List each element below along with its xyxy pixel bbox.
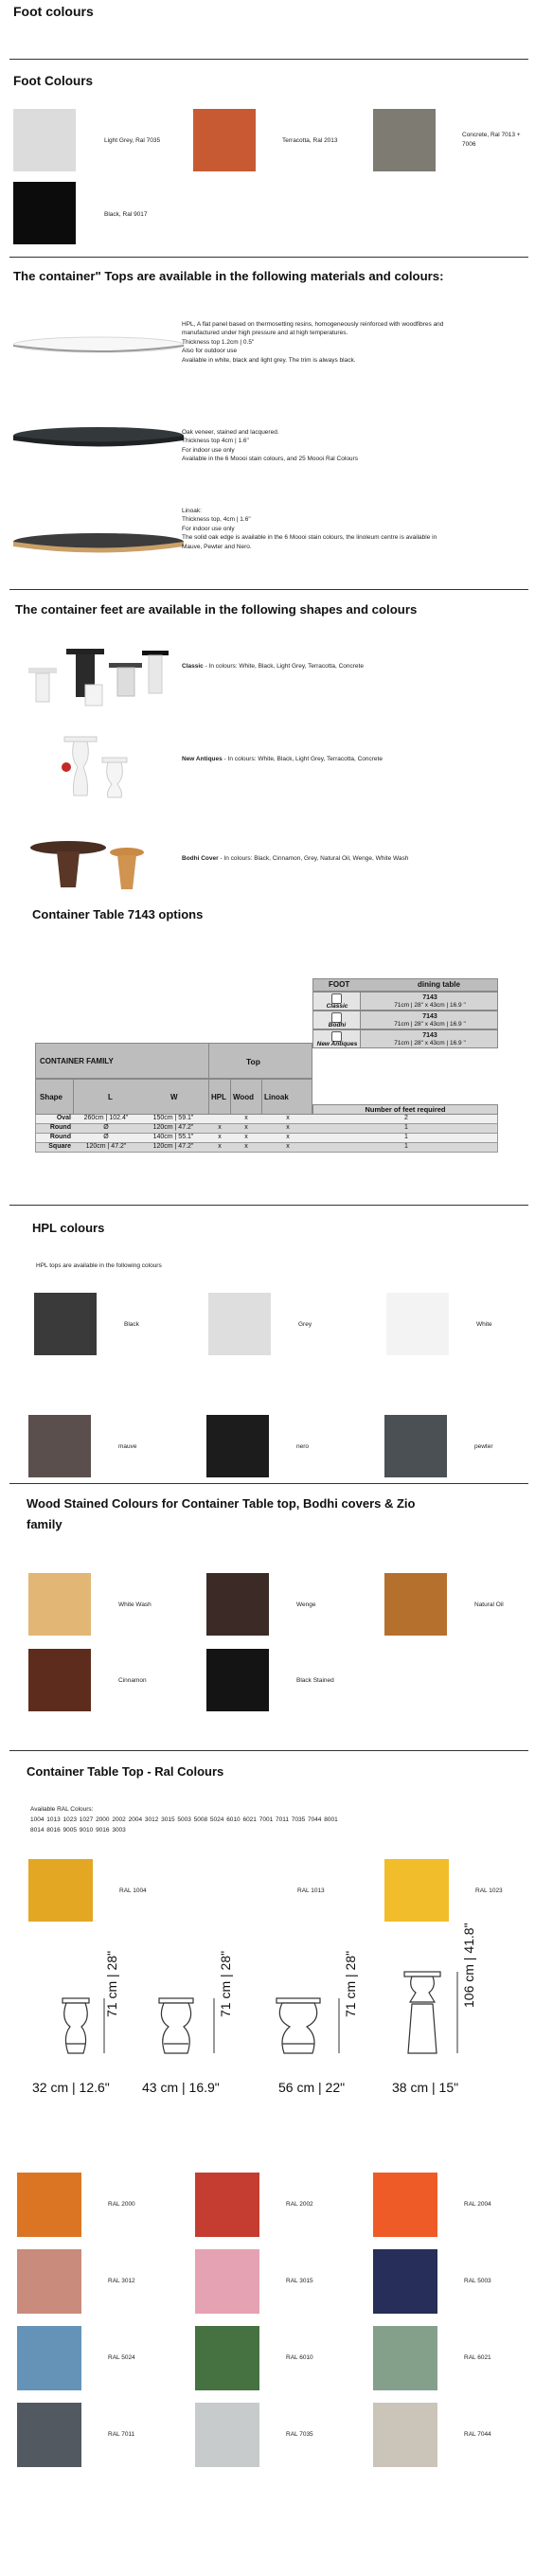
color-swatch xyxy=(195,2249,259,2314)
swatch-label: Terracotta, Ral 2013 xyxy=(282,137,338,144)
divider xyxy=(9,59,528,60)
options-cell-feet: 1 xyxy=(404,1124,408,1131)
swatch-concrete xyxy=(373,109,436,171)
table-code: 7143 xyxy=(422,1013,437,1020)
color-swatch xyxy=(384,1573,447,1636)
feet-required-header: Number of feet required xyxy=(312,1104,498,1115)
foot-header: FOOT xyxy=(329,980,350,989)
swatch-label: Black, Ral 9017 xyxy=(104,211,148,218)
swatch-label: RAL 2000 xyxy=(108,2201,135,2208)
color-swatch xyxy=(17,2249,81,2314)
foot-name: Classic xyxy=(326,1003,348,1010)
oak-description: Oak veneer, stained and lacquered. Thickness top 4cm | 1.6" For indoor use only Available in the 6 Moooi stain colours, and 25 Moooi Ral Colours xyxy=(182,429,358,463)
color-swatch xyxy=(373,2403,437,2467)
swatch-label: RAL 1004 xyxy=(119,1887,147,1894)
feet-heading: The container feet are available in the following shapes and colours xyxy=(15,602,418,617)
dim-width-3: 56 cm | 22" xyxy=(278,2080,346,2095)
options-cell-w: 150cm | 59.1" xyxy=(152,1115,194,1121)
color-swatch xyxy=(384,1415,447,1477)
swatch-label: RAL 6010 xyxy=(286,2354,313,2361)
foot-name: New Antiques xyxy=(316,1041,358,1047)
swatch-label: Cinnamon xyxy=(118,1677,147,1684)
options-cell-w: 140cm | 55.1" xyxy=(152,1134,194,1140)
swatch-label: Grey xyxy=(298,1321,312,1328)
table-code: 7143 xyxy=(422,1032,437,1039)
options-row xyxy=(35,1143,498,1153)
color-swatch xyxy=(373,2249,437,2314)
options-cell-wood: x xyxy=(244,1124,248,1131)
swatch-label: RAL 7044 xyxy=(464,2431,491,2438)
foot-row xyxy=(312,992,498,1011)
divider xyxy=(9,589,528,590)
new-antiques-feet-image xyxy=(36,729,150,800)
color-swatch xyxy=(28,1649,91,1711)
options-row xyxy=(35,1124,498,1134)
foot-row xyxy=(312,1011,498,1029)
linoak-top-image xyxy=(13,530,184,559)
tops-heading: The container" Tops are available in the following materials and colours: xyxy=(13,269,444,283)
swatch-label: Wenge xyxy=(296,1601,316,1608)
color-swatch xyxy=(373,2173,437,2237)
options-cell-feet: 1 xyxy=(404,1143,408,1150)
ral-codes-line2: 8014 8016 9005 9010 9016 3003 xyxy=(30,1827,126,1834)
options-row xyxy=(35,1115,498,1124)
dim-width-2: 43 cm | 16.9" xyxy=(142,2080,220,2095)
dim-width-1: 32 cm | 12.6" xyxy=(32,2080,110,2095)
swatch-label: Light Grey, Ral 7035 xyxy=(104,137,161,144)
swatch-label: nero xyxy=(296,1443,310,1450)
options-cell-linoak: x xyxy=(286,1115,290,1121)
color-swatch xyxy=(17,2173,81,2237)
options-cell-feet: 1 xyxy=(404,1134,408,1140)
options-cell-l: Ø xyxy=(103,1124,109,1131)
options-cell-l: 260cm | 102.4" xyxy=(83,1115,129,1121)
swatch-label: RAL 3015 xyxy=(286,2278,313,2284)
swatch-label: pewter xyxy=(474,1443,493,1450)
color-swatch xyxy=(34,1293,97,1355)
color-swatch xyxy=(206,1573,269,1636)
color-swatch xyxy=(28,1859,93,1922)
options-cell-w: 120cm | 47.2" xyxy=(152,1143,194,1150)
swatch-label: Natural Oil xyxy=(474,1601,504,1608)
swatch-label: Black Stained xyxy=(296,1677,334,1684)
swatch-label: White Wash xyxy=(118,1601,152,1608)
bodhi-feet-text: Bodhi Cover - In colours: Black, Cinnamon, Grey, Natural Oil, Wenge, White Wash xyxy=(182,855,409,862)
color-swatch xyxy=(206,1859,271,1922)
bodhi-feet-image xyxy=(21,829,163,895)
table-dims: 71cm | 28" x 43cm | 16.9 " xyxy=(394,1002,466,1009)
dim-height-3: 71 cm | 28" xyxy=(343,1950,358,2017)
dim-height-4: 106 cm | 41.8" xyxy=(461,1923,476,2008)
foot-name: Bodhi xyxy=(328,1022,347,1029)
swatch-label: RAL 2004 xyxy=(464,2201,491,2208)
options-heading: Container Table 7143 options xyxy=(32,907,204,921)
options-cell-linoak: x xyxy=(286,1143,290,1150)
divider xyxy=(9,257,528,258)
color-swatch xyxy=(17,2326,81,2390)
swatch-label: RAL 3012 xyxy=(108,2278,135,2284)
options-cell-feet: 2 xyxy=(404,1115,408,1121)
options-cell-w: 120cm | 47.2" xyxy=(152,1124,194,1131)
options-cell-hpl: x xyxy=(218,1143,222,1150)
hpl-top-image xyxy=(13,333,184,362)
color-swatch xyxy=(17,2403,81,2467)
options-cell-linoak: x xyxy=(286,1134,290,1140)
classic-feet-image xyxy=(19,639,170,710)
swatch-label: RAL 1013 xyxy=(297,1887,325,1894)
color-swatch xyxy=(28,1415,91,1477)
options-cell-l: 120cm | 47.2" xyxy=(85,1143,127,1150)
hpl-description: HPL, A flat panel based on thermosetting resins, homogeneously reinforced with woodfibres and manufactured under high pressure and at high temperatures. Thickness top 1.2cm | 0.5" Also for outdoor use Available in white, black and light grey. The trim is always black. xyxy=(182,321,444,364)
ral-codes-line1: 1004 1013 1023 1027 2000 2002 2004 3012 3015 5003 5008 5024 6010 6021 7001 7011 7035 7044 8001 xyxy=(30,1816,338,1823)
swatch-label-line2: 7006 xyxy=(462,141,476,148)
color-swatch xyxy=(386,1293,449,1355)
swatch-label: RAL 6021 xyxy=(464,2354,491,2361)
swatch-label: RAL 5024 xyxy=(108,2354,135,2361)
options-cell-wood: x xyxy=(244,1115,248,1121)
hpl-colours-heading: HPL colours xyxy=(32,1221,105,1235)
divider xyxy=(9,1205,528,1206)
options-cell-l: Ø xyxy=(103,1134,109,1140)
family-header: CONTAINER FAMILY Top xyxy=(35,1043,312,1079)
foot-type-cell xyxy=(313,993,361,1010)
color-swatch xyxy=(208,1293,271,1355)
color-swatch xyxy=(195,2403,259,2467)
options-cell-hpl: x xyxy=(218,1124,222,1131)
swatch-label: mauve xyxy=(118,1443,137,1450)
dim-height-2: 71 cm | 28" xyxy=(218,1950,233,2017)
table-dims: 71cm | 28" x 43cm | 16.9 " xyxy=(394,1040,466,1046)
color-swatch xyxy=(206,1415,269,1477)
linoak-description: Linoak: Thickness top, 4cm | 1.6" For indoor use only The solid oak edge is available in the 6 Moooi stain colours, the linoleum centre is available in Mauve, Pewter and Nero. xyxy=(182,508,437,550)
divider xyxy=(9,1750,528,1751)
dining-header: dining table xyxy=(418,980,460,989)
color-swatch xyxy=(28,1573,91,1636)
hpl-note: HPL tops are available in the following colours xyxy=(36,1262,162,1269)
color-swatch xyxy=(206,1649,269,1711)
new-antiques-feet-text: New Antiques - In colours: White, Black, Light Grey, Terracotta, Concrete xyxy=(182,756,383,762)
options-cell-wood: x xyxy=(244,1134,248,1140)
dim-height-1: 71 cm | 28" xyxy=(104,1950,119,2017)
wood-colours-heading: Wood Stained Colours for Container Table top, Bodhi covers & Zio xyxy=(27,1496,416,1511)
options-cell-hpl: x xyxy=(218,1134,222,1140)
foot-header-row xyxy=(312,978,498,992)
swatch-label: RAL 2002 xyxy=(286,2201,313,2208)
foot-type-cell xyxy=(313,1030,361,1047)
swatch-black xyxy=(13,182,76,244)
options-cell-linoak: x xyxy=(286,1124,290,1131)
swatch-label: RAL 1023 xyxy=(475,1887,503,1894)
color-swatch xyxy=(373,2326,437,2390)
foot-type-cell xyxy=(313,1011,361,1029)
divider xyxy=(9,1483,528,1484)
options-cell-shape: Square xyxy=(48,1143,71,1150)
options-row xyxy=(35,1134,498,1143)
table-dims: 71cm | 28" x 43cm | 16.9 " xyxy=(394,1021,466,1028)
foot-colours-heading: Foot Colours xyxy=(13,74,93,88)
swatch-label: White xyxy=(476,1321,492,1328)
color-swatch xyxy=(384,1859,449,1922)
classic-feet-text: Classic - In colours: White, Black, Light Grey, Terracotta, Concrete xyxy=(182,663,364,670)
column-header: Shape L W HPL Wood Linoak xyxy=(35,1079,312,1115)
ral-available-label: Available RAL Colours: xyxy=(30,1806,94,1813)
color-swatch xyxy=(195,2173,259,2237)
ral-heading: Container Table Top - Ral Colours xyxy=(27,1764,224,1779)
swatch-light-grey xyxy=(13,109,76,171)
oak-top-image xyxy=(13,424,184,453)
page-title: Foot colours xyxy=(13,4,94,19)
options-cell-wood: x xyxy=(244,1143,248,1150)
swatch-label: RAL 7011 xyxy=(108,2431,135,2438)
swatch-label: RAL 7035 xyxy=(286,2431,313,2438)
options-cell-shape: Oval xyxy=(56,1115,71,1121)
wood-colours-heading-line2: family xyxy=(27,1517,62,1531)
swatch-terracotta xyxy=(193,109,256,171)
swatch-label: RAL 5003 xyxy=(464,2278,491,2284)
swatch-label: Concrete, Ral 7013 + xyxy=(462,132,521,138)
foot-row xyxy=(312,1029,498,1048)
options-cell-shape: Round xyxy=(49,1134,71,1140)
dim-width-4: 38 cm | 15" xyxy=(392,2080,459,2095)
swatch-label: Black xyxy=(124,1321,139,1328)
options-cell-shape: Round xyxy=(49,1124,71,1131)
color-swatch xyxy=(195,2326,259,2390)
table-code: 7143 xyxy=(422,994,437,1001)
